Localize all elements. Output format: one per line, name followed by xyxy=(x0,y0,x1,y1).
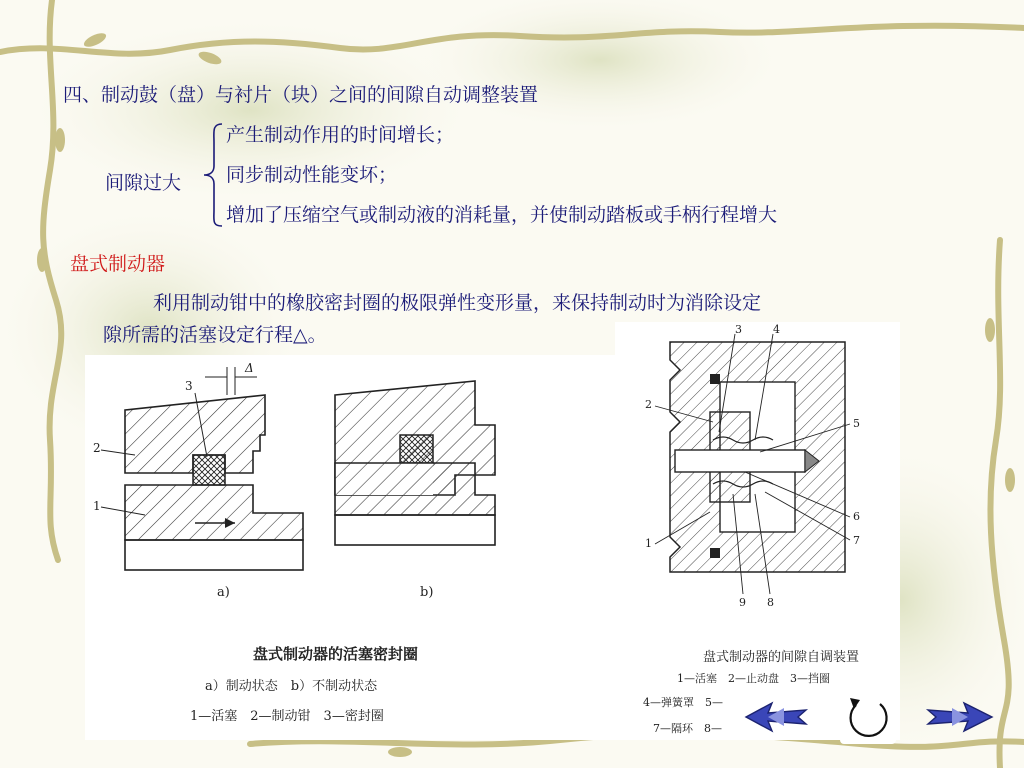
part-label: 9 xyxy=(739,596,746,609)
figure-title: 盘式制动器的间隙自调装置 xyxy=(703,650,860,665)
return-button[interactable] xyxy=(840,688,896,744)
section-title: 盘式制动器 xyxy=(70,253,166,275)
part-label: 2 xyxy=(645,398,652,411)
figure-legend: 1—活塞 2—止动盘 3—挡圈 xyxy=(677,672,830,685)
paragraph-line: 隙所需的活塞设定行程△。 xyxy=(103,324,327,346)
effect-item: 同步制动性能变坏； xyxy=(226,164,398,186)
piston-seal-drawing xyxy=(85,355,615,635)
effect-item: 增加了压缩空气或制动液的消耗量，并使制动踏板或手柄行程增大 xyxy=(226,204,778,226)
return-circle-icon xyxy=(840,688,896,744)
part-label: 7 xyxy=(853,534,860,547)
subfigure-label-b: b) xyxy=(420,585,434,600)
part-label: 1 xyxy=(645,537,652,550)
part-label: 3 xyxy=(735,323,742,336)
part-label: 1 xyxy=(93,499,101,513)
paragraph-line: 利用制动钳中的橡胶密封圈的极限弹性变形量，来保持制动时为消除设定 xyxy=(153,292,762,314)
figure-title: 盘式制动器的活塞密封圈 xyxy=(253,645,419,663)
subfigure-label-a: a) xyxy=(217,585,230,600)
effect-item: 产生制动作用的时间增长； xyxy=(226,124,455,146)
part-label: 8 xyxy=(767,596,774,609)
figure-legend: 1—活塞 2—制动钳 3—密封圈 xyxy=(190,709,384,724)
double-left-arrow-icon xyxy=(742,700,812,734)
figure-legend: 7—隔环 8— xyxy=(653,722,722,735)
figure-legend: 4—弹簧罩 5— xyxy=(643,696,723,709)
gap-adjuster-drawing xyxy=(615,322,900,622)
part-label: 5 xyxy=(853,417,860,430)
next-slide-button[interactable] xyxy=(922,700,996,734)
piston-seal-figure xyxy=(85,355,615,740)
prev-slide-button[interactable] xyxy=(742,700,812,734)
slide-heading: 四、制动鼓（盘）与衬片（块）之间的间隙自动调整装置 xyxy=(63,84,539,106)
gap-adjuster-figure xyxy=(615,322,900,740)
part-label: 6 xyxy=(853,510,860,523)
part-label: 4 xyxy=(773,323,780,336)
delta-label: Δ xyxy=(245,361,254,375)
brace xyxy=(200,122,226,228)
part-label: 2 xyxy=(93,441,101,455)
part-label: 3 xyxy=(185,379,193,393)
double-right-arrow-icon xyxy=(922,700,996,734)
figure-subcaption: a）制动状态 b）不制动状态 xyxy=(205,679,378,694)
gap-label: 间隙过大 xyxy=(105,172,182,194)
